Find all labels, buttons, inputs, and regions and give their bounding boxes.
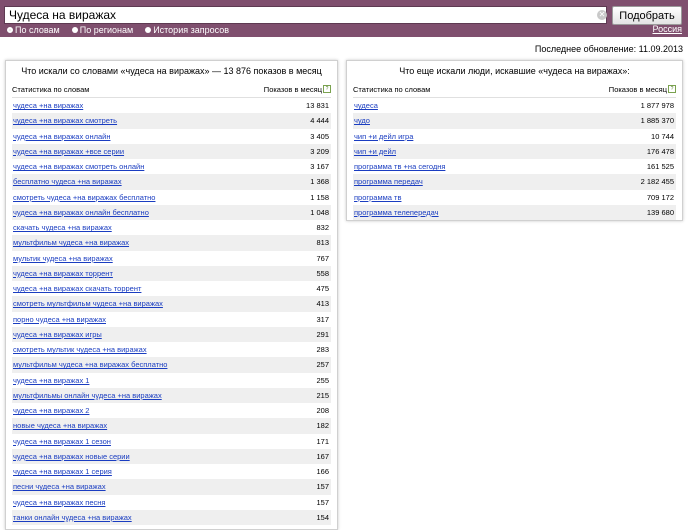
impressions-count: 10 744 <box>651 131 674 141</box>
impressions-count: 255 <box>316 375 329 385</box>
table-row <box>12 98 331 113</box>
panel-title: Что искали со словами «чудеса на виражах» — 13 876 показов в месяц <box>21 66 322 76</box>
phrase-link[interactable]: чудеса +на виражах смотреть онлайн <box>13 162 145 172</box>
impressions-count: 4 444 <box>310 116 329 126</box>
impressions-count: 161 525 <box>646 162 674 172</box>
table-body <box>353 98 676 220</box>
impressions-count: 139 680 <box>646 207 674 217</box>
related-table <box>353 81 676 220</box>
phrase-link[interactable]: песни чудеса +на виражах <box>13 482 106 492</box>
mode-label: По регионам <box>79 25 134 35</box>
impressions-count: 166 <box>316 467 329 477</box>
table-row <box>12 403 331 418</box>
help-icon[interactable]: ? <box>668 85 676 93</box>
phrase-link[interactable]: мультфильмы онлайн чудеса +на виражах <box>13 390 162 400</box>
impressions-count: 291 <box>316 329 329 339</box>
phrase-link[interactable]: чудеса +на виражах +все серии <box>13 146 125 156</box>
mode-label: По словам <box>15 25 60 35</box>
phrase-link[interactable]: чудеса +на виражах 1 <box>13 375 90 385</box>
mode-label: История запросов <box>153 25 229 35</box>
phrase-link[interactable]: чудеса +на виражах игры <box>13 329 102 339</box>
table-header <box>353 81 676 98</box>
phrase-link[interactable]: мультик чудеса +на виражах <box>13 253 113 263</box>
words-stats-panel <box>5 60 338 530</box>
table-row <box>12 312 331 327</box>
table-row <box>12 418 331 433</box>
impressions-count: 171 <box>316 436 329 446</box>
top-search-bar <box>0 0 688 37</box>
phrase-link[interactable]: мультфильм чудеса +на виражах <box>13 238 130 248</box>
impressions-count: 154 <box>316 512 329 522</box>
mode-by-regions-radio[interactable] <box>72 25 133 35</box>
impressions-count: 1 368 <box>310 177 329 187</box>
clear-icon[interactable]: ✕ <box>598 10 606 19</box>
impressions-count: 13 831 <box>306 101 329 111</box>
phrase-link[interactable]: чудеса +на виражах торрент <box>13 268 113 278</box>
table-row <box>12 174 331 189</box>
phrase-link[interactable]: программа передач <box>354 177 423 187</box>
words-table <box>12 81 331 525</box>
column-header-count: Показов в месяц ? <box>264 85 331 94</box>
phrase-link[interactable]: чудеса <box>354 101 378 111</box>
phrase-link[interactable]: чудеса +на виражах <box>13 101 84 111</box>
table-row <box>12 327 331 342</box>
phrase-link[interactable]: чудеса +на виражах скачать торрент <box>13 284 142 294</box>
table-row <box>12 373 331 388</box>
phrase-link[interactable]: чип +и дейл игра <box>354 131 414 141</box>
table-row <box>353 174 676 189</box>
table-row <box>353 159 676 174</box>
table-row <box>12 388 331 403</box>
last-updated: Последнее обновление: 11.09.2013 <box>534 44 683 54</box>
impressions-count: 283 <box>316 345 329 355</box>
phrase-link[interactable]: чудеса +на виражах новые серии <box>13 451 130 461</box>
phrase-link[interactable]: новые чудеса +на виражах <box>13 421 108 431</box>
table-row <box>12 220 331 235</box>
phrase-link[interactable]: чудеса +на виражах онлайн <box>13 131 111 141</box>
impressions-count: 1 885 370 <box>640 116 674 126</box>
column-header-count: Показов в месяц ? <box>609 85 676 94</box>
impressions-count: 2 182 455 <box>640 177 674 187</box>
phrase-link[interactable]: программа тв <box>354 192 402 202</box>
phrase-link[interactable]: чудеса +на виражах песня <box>13 497 106 507</box>
table-row <box>12 357 331 372</box>
table-row <box>353 190 676 205</box>
phrase-link[interactable]: программа телепередач <box>354 207 439 217</box>
impressions-count: 3 405 <box>310 131 329 141</box>
submit-button[interactable]: Подобрать <box>612 6 682 25</box>
radio-icon <box>72 27 78 33</box>
phrase-link[interactable]: чип +и дейл <box>354 146 397 156</box>
table-row <box>12 235 331 250</box>
table-row <box>353 205 676 220</box>
impressions-count: 1 048 <box>310 207 329 217</box>
help-icon[interactable]: ? <box>323 85 331 93</box>
table-row <box>12 495 331 510</box>
table-row <box>12 266 331 281</box>
impressions-count: 413 <box>316 299 329 309</box>
region-link[interactable]: Россия <box>652 24 682 34</box>
table-row <box>12 129 331 144</box>
table-row <box>12 205 331 220</box>
table-row <box>353 129 676 144</box>
impressions-count: 558 <box>316 268 329 278</box>
table-row <box>12 144 331 159</box>
phrase-link[interactable]: мультфильм чудеса +на виражах бесплатно <box>13 360 168 370</box>
phrase-link[interactable]: скачать чудеса +на виражах <box>13 223 112 233</box>
impressions-count: 832 <box>316 223 329 233</box>
table-row <box>12 190 331 205</box>
impressions-count: 167 <box>316 451 329 461</box>
impressions-count: 208 <box>316 406 329 416</box>
radio-selected-icon <box>7 27 13 33</box>
table-row <box>12 113 331 128</box>
table-header <box>12 81 331 98</box>
impressions-count: 157 <box>316 497 329 507</box>
impressions-count: 1 877 978 <box>640 101 674 111</box>
impressions-count: 1 158 <box>310 192 329 202</box>
phrase-link[interactable]: чудеса +на виражах смотреть <box>13 116 118 126</box>
table-row <box>12 251 331 266</box>
phrase-link[interactable]: порно чудеса +на виражах <box>13 314 106 324</box>
impressions-count: 257 <box>316 360 329 370</box>
radio-icon <box>145 27 151 33</box>
phrase-link[interactable]: чудеса +на виражах 2 <box>13 406 90 416</box>
impressions-count: 215 <box>316 390 329 400</box>
impressions-count: 157 <box>316 482 329 492</box>
table-row <box>12 281 331 296</box>
phrase-link[interactable]: смотреть мультфильм чудеса +на виражах <box>13 299 163 309</box>
impressions-count: 3 167 <box>310 162 329 172</box>
column-header-phrase: Статистика по словам <box>353 84 431 94</box>
phrase-link[interactable]: программа тв +на сегодня <box>354 162 446 172</box>
phrase-link[interactable]: чудеса +на виражах 1 сезон <box>13 436 111 446</box>
column-header-phrase: Статистика по словам <box>12 84 90 94</box>
phrase-link[interactable]: танки онлайн чудеса +на виражах <box>13 512 132 522</box>
mode-history-radio[interactable] <box>145 25 229 35</box>
impressions-count: 3 209 <box>310 146 329 156</box>
search-mode-group <box>7 24 229 36</box>
impressions-count: 182 <box>316 421 329 431</box>
phrase-link[interactable]: смотреть мультик чудеса +на виражах <box>13 345 147 355</box>
table-row <box>12 159 331 174</box>
table-body <box>12 98 331 525</box>
phrase-link[interactable]: бесплатно чудеса +на виражах <box>13 177 122 187</box>
table-row <box>12 434 331 449</box>
table-row <box>12 449 331 464</box>
panel-title: Что еще искали люди, искавшие «чудеса на виражах»: <box>399 66 630 76</box>
phrase-link[interactable]: чудеса +на виражах онлайн бесплатно <box>13 207 149 217</box>
search-input[interactable] <box>4 6 607 24</box>
table-row <box>353 144 676 159</box>
impressions-count: 813 <box>316 238 329 248</box>
table-row <box>12 342 331 357</box>
table-row <box>353 113 676 128</box>
impressions-count: 475 <box>316 284 329 294</box>
table-row <box>12 464 331 479</box>
impressions-count: 317 <box>316 314 329 324</box>
impressions-count: 709 172 <box>646 192 674 202</box>
table-row <box>12 479 331 494</box>
impressions-count: 176 478 <box>646 146 674 156</box>
mode-by-words-radio[interactable] <box>7 25 60 35</box>
phrase-link[interactable]: чудо <box>354 116 370 126</box>
phrase-link[interactable]: чудеса +на виражах 1 серия <box>13 467 112 477</box>
impressions-count: 767 <box>316 253 329 263</box>
table-row <box>353 98 676 113</box>
table-row <box>12 510 331 525</box>
related-queries-panel <box>346 60 683 221</box>
table-row <box>12 296 331 311</box>
phrase-link[interactable]: смотреть чудеса +на виражах бесплатно <box>13 192 156 202</box>
